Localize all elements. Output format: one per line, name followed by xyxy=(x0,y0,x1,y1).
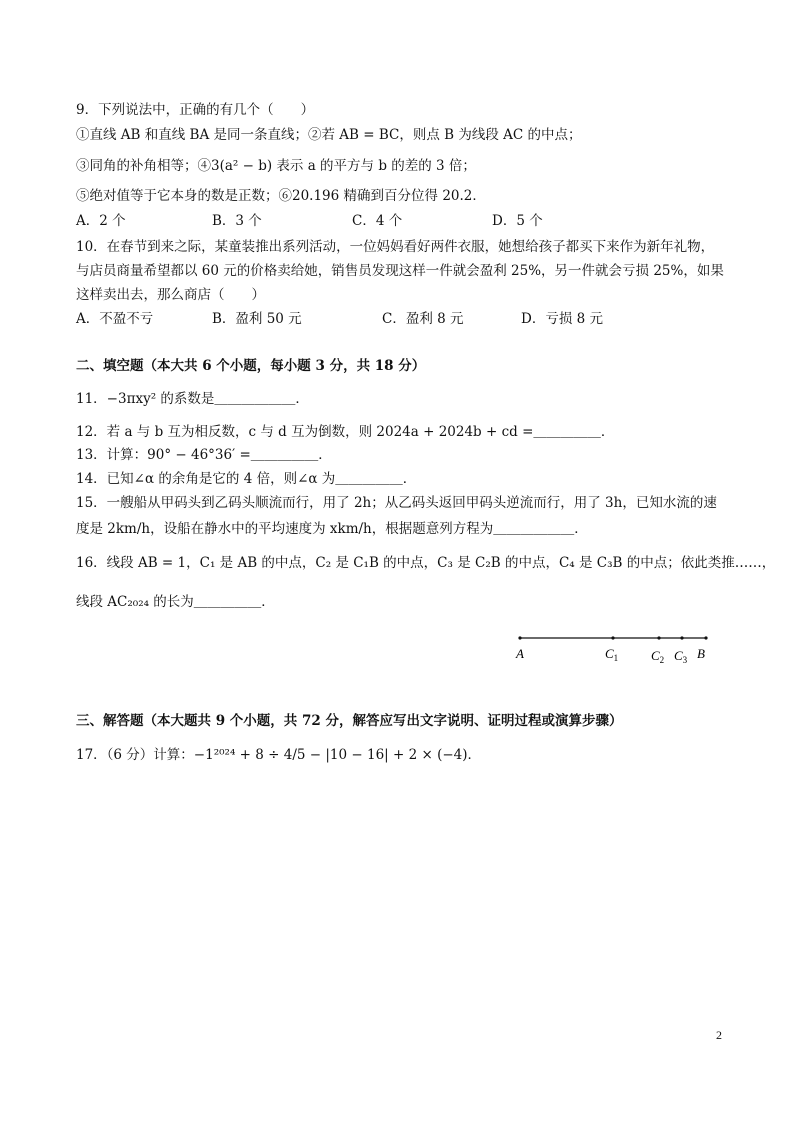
q10-option-d: D．亏损 8 元 xyxy=(521,311,603,327)
point-a-label: A xyxy=(516,646,524,661)
segment-figure xyxy=(510,630,720,666)
q10-option-b: B．盈利 50 元 xyxy=(212,311,302,327)
q9-option-b: B．3 个 xyxy=(212,213,262,229)
q9-option-d: D．5 个 xyxy=(492,213,543,229)
q11: 11．−3πxy² 的系数是＿＿＿＿＿＿． xyxy=(76,391,309,407)
q16-line-2: 线段 AC₂₀₂₄ 的长为＿＿＿＿＿． xyxy=(76,594,275,610)
q14: 14．已知∠α 的余角是它的 4 倍，则∠α 为＿＿＿＿＿． xyxy=(76,471,417,487)
q9-option-c: C．4 个 xyxy=(352,213,403,229)
q12: 12．若 a 与 b 互为相反数，c 与 d 互为倒数，则 2024a + 2024b + cd =＿＿＿＿＿． xyxy=(76,424,615,440)
point-c3-label: $C_3$ xyxy=(674,648,688,665)
q10-line-3: 这样卖出去，那么商店（ ） xyxy=(76,287,265,303)
q9-statement-line-1: ①直线 AB 和直线 BA 是同一条直线；②若 AB = BC，则点 B 为线段 AC 的中点； xyxy=(76,127,582,143)
q15-line-1: 15．一艘船从甲码头到乙码头顺流而行，用了 2h；从乙码头返回甲码头逆流而行，用了 3h，已知水流的速 xyxy=(76,495,717,511)
point-c1-label: $C_1$ xyxy=(605,646,619,663)
section-2-heading: 二、填空题（本大共 6 个小题，每小题 3 分，共 18 分） xyxy=(76,358,426,374)
q17: 17．（6 分）计算：−1²⁰²⁴ + 8 ÷ 4/5 − |10 − 16| + 2 × (−4)． xyxy=(76,747,482,763)
point-c2-label: $C_2$ xyxy=(651,648,665,665)
page-number: 2 xyxy=(716,1028,722,1042)
point-c1-marker xyxy=(611,636,614,639)
q15-line-2: 度是 2km/h，设船在静水中的平均速度为 xkm/h，根据题意列方程为＿＿＿＿＿＿． xyxy=(76,521,588,537)
q10-line-2: 与店员商量希望都以 60 元的价格卖给她，销售员发现这样一件就会盈利 25%，另一件就会亏损 25%，如果 xyxy=(76,263,724,279)
q10-line-1: 10．在春节到来之际，某童装推出系列活动，一位妈妈看好两件衣服，她想给孩子都买下来作为新年礼物， xyxy=(76,239,715,255)
point-a-marker xyxy=(518,636,521,639)
q9-option-a: A．2 个 xyxy=(76,213,126,229)
point-c3-marker xyxy=(680,636,683,639)
q9-statement-line-2: ③同角的补角相等；④3(a² − b) 表示 a 的平方与 b 的差的 3 倍； xyxy=(76,158,476,174)
section-3-heading: 三、解答题（本大题共 9 个小题，共 72 分，解答应写出文字说明、证明过程或演算步骤） xyxy=(76,713,623,729)
q10-option-a: A．不盈不亏 xyxy=(76,311,154,327)
point-b-label: B xyxy=(697,646,705,661)
q9-statement-line-3: ⑤绝对值等于它本身的数是正数；⑥20.196 精确到百分位得 20.2． xyxy=(76,188,486,204)
q13: 13．计算：90° − 46°36′ =＿＿＿＿＿． xyxy=(76,447,332,463)
point-c2-marker xyxy=(657,636,660,639)
point-b-marker xyxy=(704,636,707,639)
q10-option-c: C．盈利 8 元 xyxy=(382,311,464,327)
q16-line-1: 16．线段 AB = 1，C₁ 是 AB 的中点，C₂ 是 C₁B 的中点，C₃ 是 C₂B 的中点，C₄ 是 C₃B 的中点；依此类推……， xyxy=(76,555,776,571)
q9-stem: 9．下列说法中，正确的有几个（ ） xyxy=(76,102,315,118)
